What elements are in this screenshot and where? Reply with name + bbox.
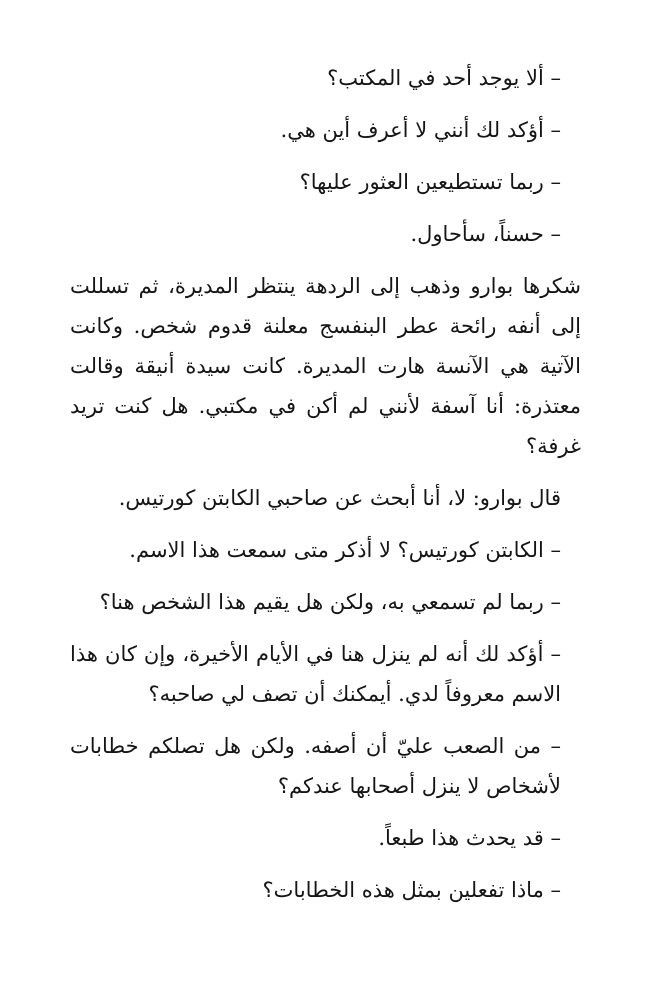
- dialogue-line: – ألا يوجد أحد في المكتب؟: [327, 66, 561, 90]
- dialogue-line: – ربما تستطيعين العثور عليها؟: [299, 170, 561, 194]
- dialogue-line: – أؤكد لك أنني لا أعرف أين هي.: [280, 118, 561, 142]
- dialogue-line: – أؤكد لك أنه لم ينزل هنا في الأيام الأخيرة، وإن كان هذا الاسم معروفاً لدي. أيمكنك أن تصف لي صاحبه؟: [70, 642, 561, 706]
- dialogue-line: – من الصعب عليّ أن أصفه. ولكن هل تصلكم خطابات لأشخاص لا ينزل أصحابها عندكم؟: [70, 734, 561, 798]
- dialogue-line: – حسناً، سأحاول.: [410, 222, 561, 246]
- narrative-paragraph: شكرها بوارو وذهب إلى الردهة ينتظر المديرة، ثم تسللت إلى أنفه رائحة عطر البنفسج معلنة قدوم شخص. وكانت الآتية هي الآنسة هارت المديرة. كانت سيدة أنيقة وقالت معتذرة: أنا آسفة لأنني لم أكن في مكتبي. هل كنت تريد غرفة؟: [70, 274, 581, 458]
- dialogue-line: – ماذا تفعلين بمثل هذه الخطابات؟: [262, 878, 561, 902]
- dialogue-line: – قد يحدث هذا طبعاً.: [378, 826, 561, 850]
- dialogue-line: – الكابتن كورتيس؟ لا أذكر متى سمعت هذا الاسم.: [129, 538, 561, 562]
- dialogue-line: – ربما لم تسمعي به، ولكن هل يقيم هذا الشخص هنا؟: [99, 590, 561, 614]
- narrative-paragraph: قال بوارو: لا، أنا أبحث عن صاحبي الكابتن كورتيس.: [118, 486, 561, 510]
